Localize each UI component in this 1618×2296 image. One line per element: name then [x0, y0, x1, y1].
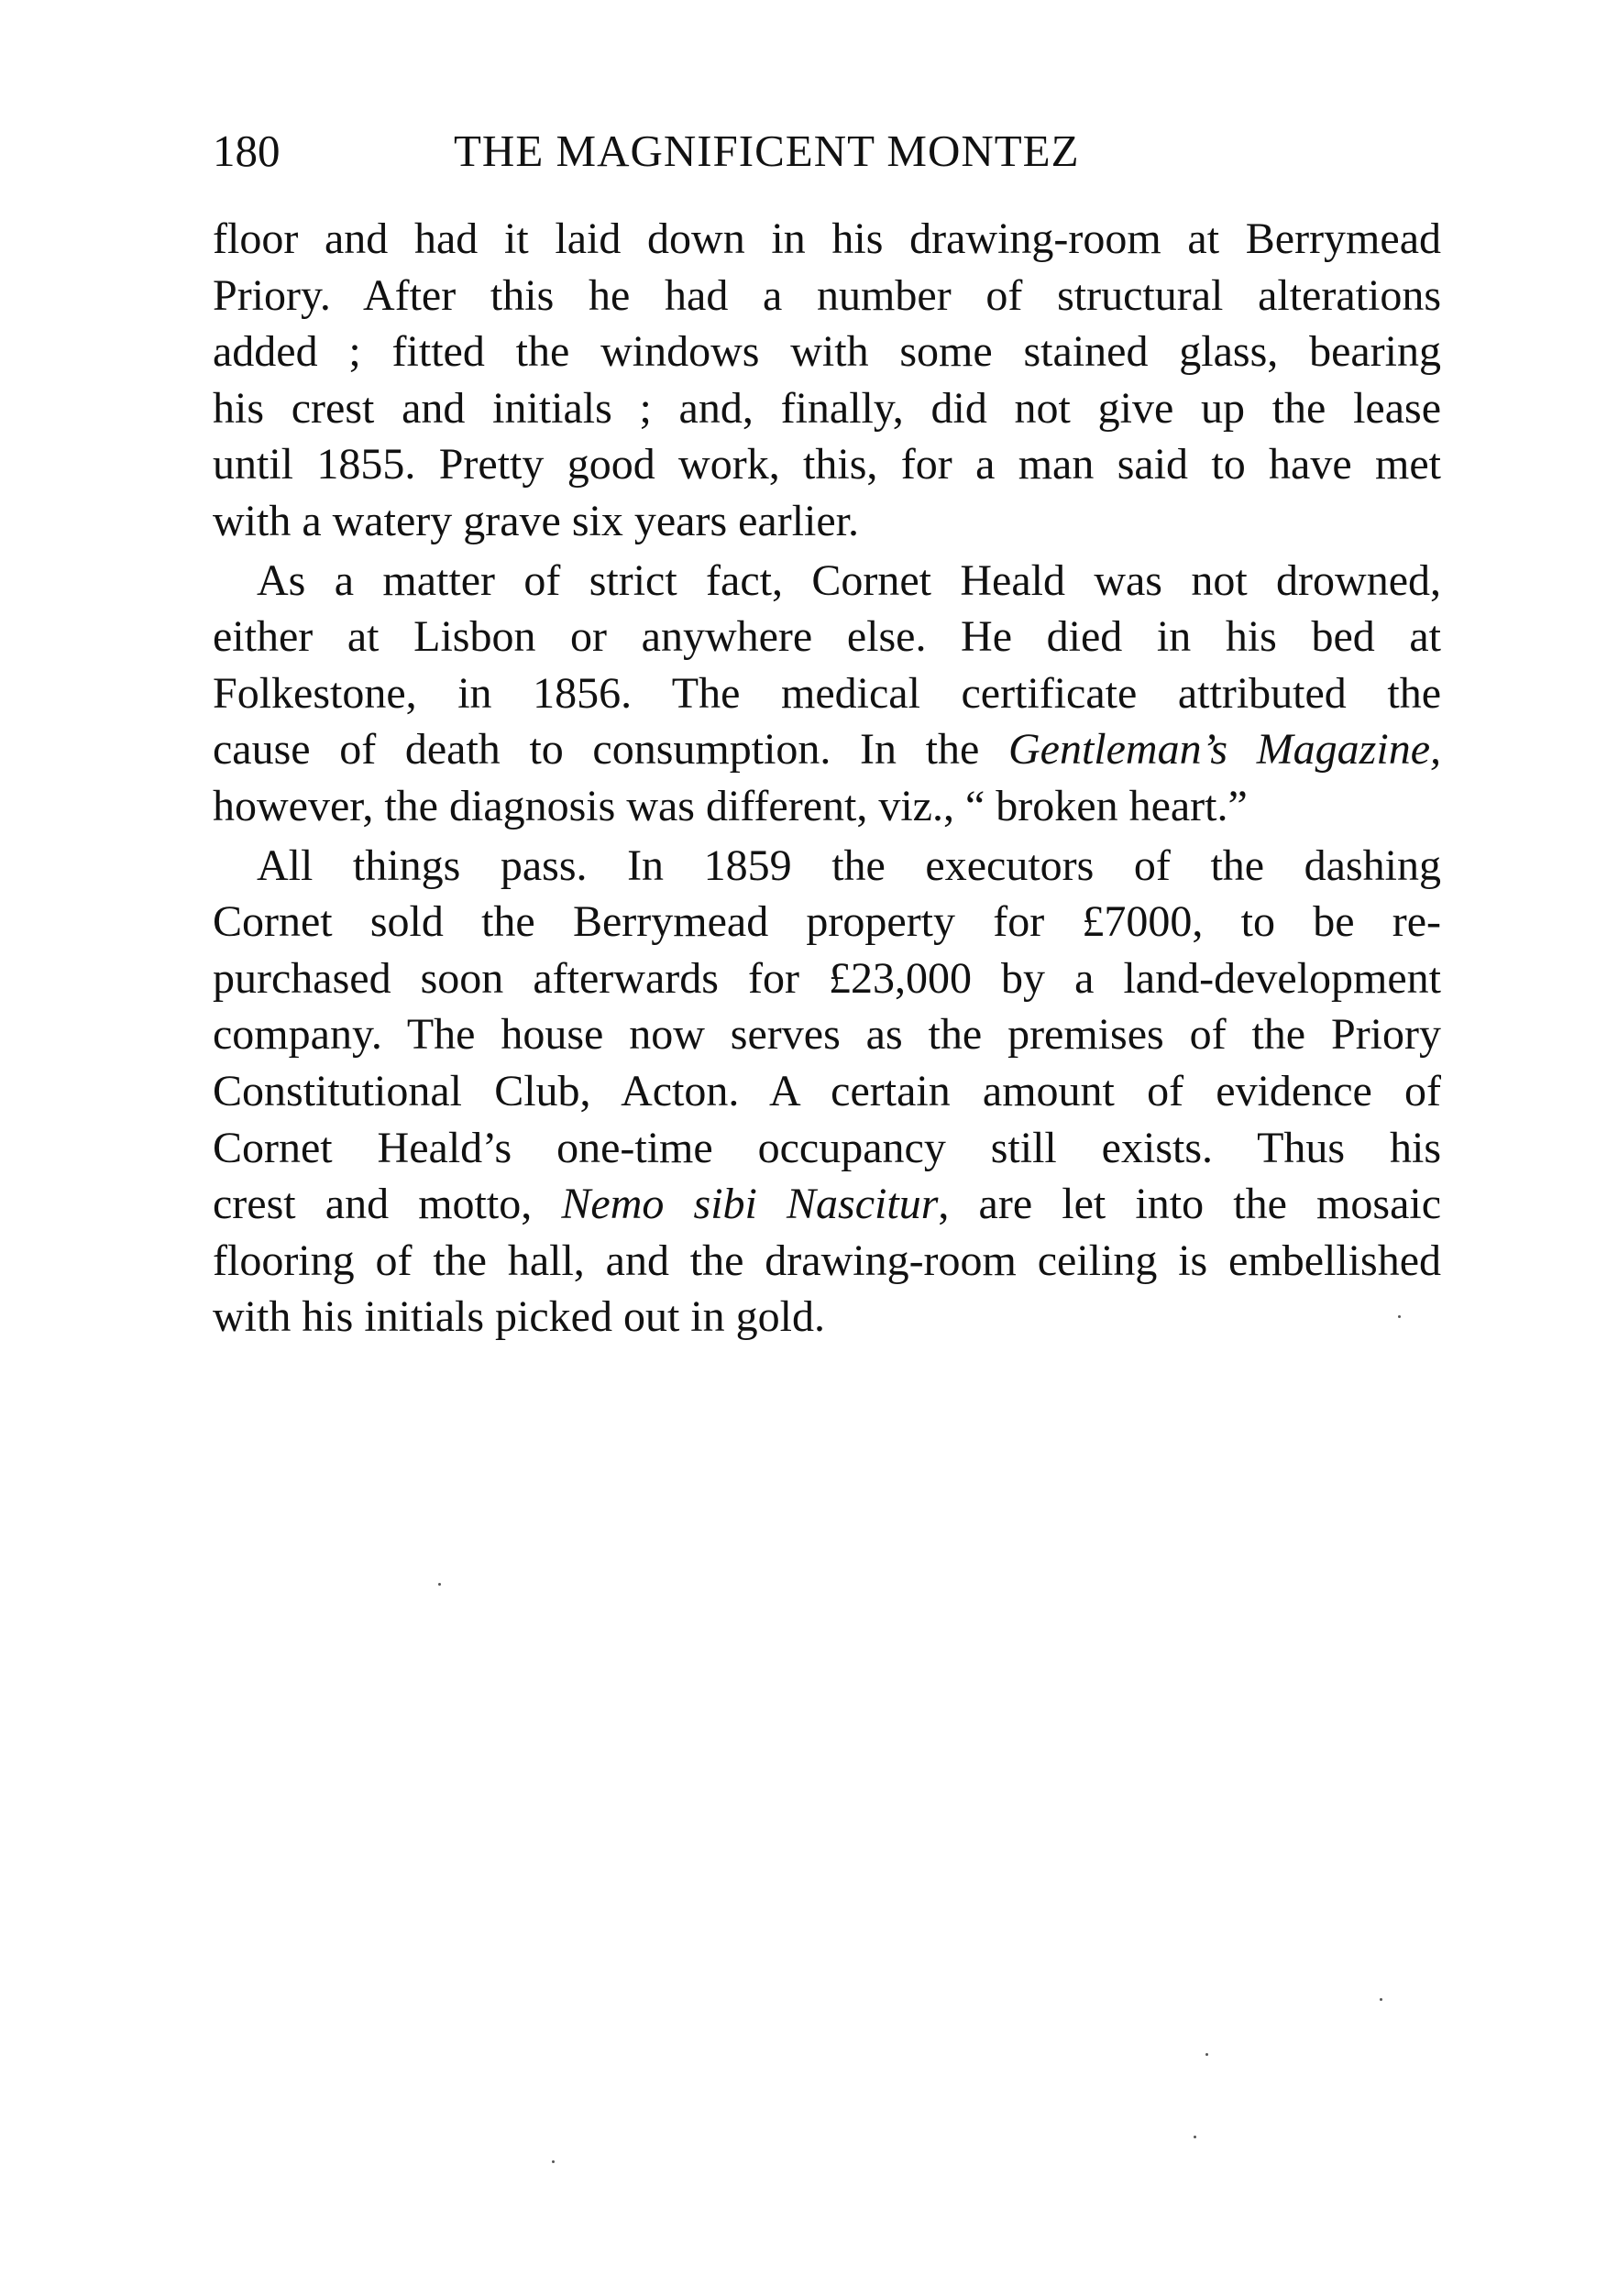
text-line: floor and had it laid down in his drawing-room at Berrymead: [213, 214, 1441, 263]
text-line: Constitutional Club, Acton. A certain amount of evidence of: [213, 1066, 1441, 1115]
text-line: [213, 721, 1441, 778]
text-line: flooring of the hall, and the drawing-room ceiling is embellished: [213, 1236, 1441, 1285]
page-number: 180: [213, 126, 281, 176]
text-line: with his initials picked out in gold.: [213, 1292, 825, 1342]
text-line: As a matter of strict fact, Cornet Heald was not drowned,: [257, 555, 1441, 605]
text-line: with a watery grave six years earlier.: [213, 496, 860, 545]
magazine-title: Gentleman’s Magazine,: [1007, 725, 1441, 774]
text-line: until 1855. Pretty good work, this, for a man said to have met: [213, 440, 1441, 489]
text-line: Priory. After this he had a number of structural alterations: [213, 270, 1441, 320]
page-header: [213, 124, 1441, 179]
text-line-end: , are let into the mosaic: [938, 1180, 1442, 1229]
text-line-start: cause of death to consumption. In the: [213, 725, 1008, 774]
text-line: however, the diagnosis was different, viz., “ broken heart.”: [213, 781, 1248, 830]
scan-speck: [1398, 1315, 1401, 1318]
text-line: Cornet Heald’s one-time occupancy still exists. Thus his: [213, 1123, 1441, 1172]
scan-speck: [1194, 2136, 1196, 2138]
text-line: purchased soon afterwards for £23,000 by a land-development: [213, 953, 1441, 1003]
text-line-start: crest and motto,: [213, 1180, 562, 1229]
text-line: Cornet sold the Berrymead property for £7000, to be re-: [213, 897, 1441, 947]
scan-speck: [552, 2160, 555, 2163]
scan-speck: [1380, 1998, 1382, 2001]
motto: Nemo sibi Nascitur: [561, 1180, 939, 1229]
text-line: his crest and initials ; and, finally, did not give up the lease: [213, 383, 1441, 433]
text-line: company. The house now serves as the premises of the Priory: [213, 1010, 1441, 1060]
scan-speck: [438, 1583, 441, 1586]
text-line: either at Lisbon or anywhere else. He died in his bed at: [213, 612, 1441, 662]
text-line: Folkestone, in 1856. The medical certificate attributed the: [213, 668, 1441, 718]
scan-speck: [1205, 2053, 1208, 2056]
text-line: [213, 1176, 1441, 1233]
text-line: All things pass. In 1859 the executors of the dashing: [257, 840, 1441, 890]
body-text: [213, 211, 1441, 1346]
running-title: THE MAGNIFICENT MONTEZ: [454, 126, 1080, 176]
text-line: added ; fitted the windows with some stained glass, bearing: [213, 327, 1441, 377]
